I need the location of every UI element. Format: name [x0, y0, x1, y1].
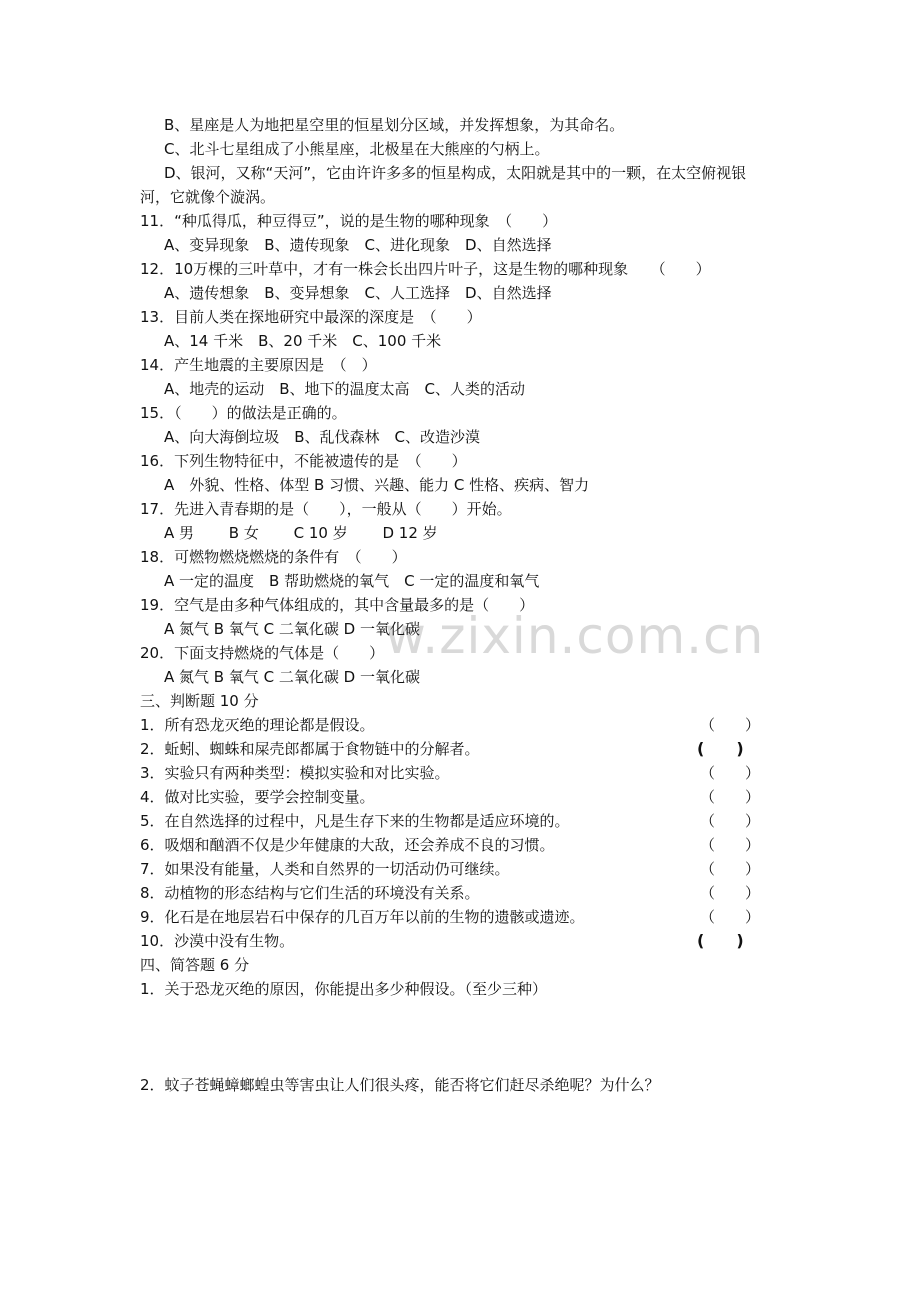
- question-options: A、遗传想象 B、变异想象 C、人工选择 D、自然选择: [164, 284, 552, 302]
- answer-blank: （ ）: [700, 788, 761, 806]
- question-text: 13．目前人类在探地研究中最深的深度是 （ ）: [140, 308, 482, 326]
- question-options: A、地壳的运动 B、地下的温度太高 C、人类的活动: [164, 380, 526, 398]
- question-text: 14．产生地震的主要原因是 （ ）: [140, 356, 377, 374]
- answer-blank: （ ）: [700, 764, 761, 782]
- short-answer-question: 2．蚊子苍蝇蟑螂蝗虫等害虫让人们很头疼，能否将它们赶尽杀绝呢？为什么？: [140, 1076, 660, 1094]
- question-text: 11．“种瓜得瓜，种豆得豆”，说的是生物的哪种现象 （ ）: [140, 212, 558, 230]
- answer-blank: （ ）: [700, 836, 761, 854]
- answer-blank: （ ）: [700, 908, 761, 926]
- tf-item-text: 5．在自然选择的过程中，凡是生存下来的生物都是适应环境的。: [140, 812, 570, 830]
- tf-item-text: 3．实验只有两种类型：模拟实验和对比实验。: [140, 764, 450, 782]
- question-text: 18．可燃物燃烧燃烧的条件有 （ ）: [140, 548, 407, 566]
- question-text: 20．下面支持燃烧的气体是（ ）: [140, 644, 385, 662]
- question-text: 15．（ ）的做法是正确的。: [140, 404, 347, 422]
- tf-item-text: 10．沙漠中没有生物。: [140, 932, 295, 950]
- question-options: A 氮气 B 氧气 C 二氧化碳 D 一氧化碳: [164, 620, 420, 638]
- option-b: B、星座是人为地把星空里的恒星划分区域，并发挥想象，为其命名。: [164, 116, 625, 134]
- answer-blank: （ ）: [700, 812, 761, 830]
- answer-blank: ( ): [697, 739, 744, 758]
- option-c: C、北斗七星组成了小熊星座，北极星在大熊座的勺柄上。: [164, 140, 550, 158]
- question-options: A 外貌、性格、体型 B 习惯、兴趣、能力 C 性格、疾病、智力: [164, 476, 590, 494]
- question-options: A 一定的温度 B 帮助燃烧的氧气 C 一定的温度和氧气: [164, 572, 540, 590]
- question-text: 17．先进入青春期的是（ ），一般从（ ）开始。: [140, 500, 512, 518]
- question-text: 19．空气是由多种气体组成的，其中含量最多的是（ ）: [140, 596, 535, 614]
- tf-item-text: 1．所有恐龙灭绝的理论都是假设。: [140, 716, 375, 734]
- watermark: w.zixin.com.cn: [385, 607, 765, 665]
- section-title-short-answer: 四、简答题 6 分: [140, 956, 250, 974]
- tf-item-text: 9．化石是在地层岩石中保存的几百万年以前的生物的遗骸或遗迹。: [140, 908, 585, 926]
- tf-item-text: 7．如果没有能量，人类和自然界的一切活动仍可继续。: [140, 860, 510, 878]
- question-text: 12．10万棵的三叶草中，才有一株会长出四片叶子，这是生物的哪种现象 （ ）: [140, 260, 711, 278]
- question-text: 16．下列生物特征中，不能被遗传的是 （ ）: [140, 452, 467, 470]
- question-options: A、变异现象 B、遗传现象 C、进化现象 D、自然选择: [164, 236, 552, 254]
- question-options: A、向大海倒垃圾 B、乱伐森林 C、改造沙漠: [164, 428, 481, 446]
- tf-item-text: 2．蚯蚓、蜘蛛和屎壳郎都属于食物链中的分解者。: [140, 740, 480, 758]
- question-options: A、14 千米 B、20 千米 C、100 千米: [164, 332, 442, 350]
- answer-blank: ( ): [697, 931, 744, 950]
- tf-item-text: 8．动植物的形态结构与它们生活的环境没有关系。: [140, 884, 480, 902]
- question-options: A 男 B 女 C 10 岁 D 12 岁: [164, 524, 438, 542]
- answer-blank: （ ）: [700, 716, 761, 734]
- answer-blank: （ ）: [700, 884, 761, 902]
- short-answer-question: 1．关于恐龙灭绝的原因，你能提出多少种假设。（至少三种）: [140, 980, 548, 998]
- option-d: D、银河，又称“天河”，它由许许多多的恒星构成，太阳就是其中的一颗，在太空俯视银: [164, 164, 747, 182]
- question-options: A 氮气 B 氧气 C 二氧化碳 D 一氧化碳: [164, 668, 420, 686]
- tf-item-text: 4．做对比实验，要学会控制变量。: [140, 788, 375, 806]
- option-d-continued: 河，它就像个漩涡。: [140, 188, 276, 206]
- tf-item-text: 6．吸烟和酗酒不仅是少年健康的大敌，还会养成不良的习惯。: [140, 836, 555, 854]
- section-title-true-false: 三、判断题 10 分: [140, 692, 259, 710]
- answer-blank: （ ）: [700, 860, 761, 878]
